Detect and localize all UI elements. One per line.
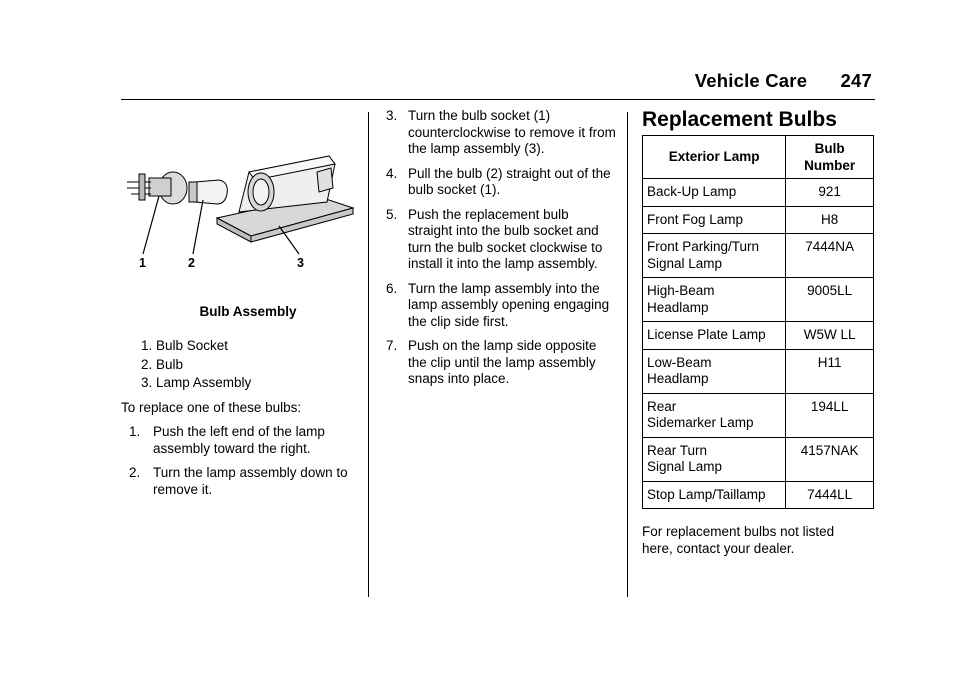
replacement-bulbs-table [642, 135, 874, 509]
lamp-assembly-drawing [217, 156, 353, 242]
step-number: 2. [129, 465, 141, 480]
callout-1: 1 [139, 256, 146, 270]
step-text: Pull the bulb (2) straight out of the bulb socket (1). [408, 165, 611, 197]
column-header-bulb [786, 136, 874, 179]
step-item [386, 207, 616, 273]
lamp-name-line-1: Low-Beam [647, 354, 712, 370]
dealer-note [642, 524, 878, 557]
lamp-cell [643, 437, 786, 481]
lamp-cell [643, 349, 786, 393]
column-1 [121, 108, 353, 498]
step-number: 7. [386, 338, 398, 353]
lamp-name-line-1: Back-Up Lamp [647, 184, 737, 199]
dealer-note-line-1: For replacement bulbs not listed [642, 524, 835, 539]
column-3 [642, 108, 878, 557]
bulb-number-cell: W5W LL [786, 322, 874, 350]
dealer-note-line-2: here, contact your dealer. [642, 540, 795, 556]
lamp-name-line-2: Signal Lamp [647, 459, 723, 474]
step-text: Turn the lamp assembly down to remove it. [153, 465, 348, 497]
lamp-name-line-1: Rear Turn [647, 442, 708, 458]
section-name: Vehicle Care [694, 70, 808, 91]
steps-list-part-2 [386, 108, 616, 388]
column-header-bulb-line-1: Bulb [814, 141, 845, 156]
step-item [386, 338, 616, 388]
steps-list-part-1 [121, 424, 353, 498]
callout-2: 2 [188, 256, 195, 270]
step-text: Push the left end of the lamp assembly toward the right. [153, 424, 325, 456]
bulb-number-cell: 7444NA [786, 234, 874, 278]
lamp-name-line-1: Stop Lamp/Taillamp [647, 486, 766, 502]
column-2 [386, 108, 616, 388]
step-number: 1. [129, 424, 141, 439]
bulb-number-cell: 194LL [786, 393, 874, 437]
lamp-cell [643, 393, 786, 437]
step-item [386, 281, 616, 331]
step-item [386, 166, 616, 199]
lamp-cell [643, 322, 786, 350]
step-number: 4. [386, 165, 398, 181]
lamp-name-line-1: Front Parking/Turn [647, 239, 760, 254]
lamp-name-line-2: Sidemarker Lamp [647, 415, 754, 430]
lamp-cell [643, 206, 786, 234]
step-number: 5. [386, 206, 398, 222]
bulb-socket-drawing [127, 172, 187, 204]
lamp-cell [643, 481, 786, 509]
table-row [643, 179, 874, 207]
bulb-number-cell: H11 [786, 349, 874, 393]
table-row [643, 481, 874, 509]
column-divider-left [368, 112, 369, 597]
column-header-bulb-line-2: Number [804, 157, 856, 173]
page-header [695, 70, 872, 92]
table-header-row [643, 136, 874, 179]
legend-item: 2. Bulb [141, 356, 184, 372]
table-row [643, 437, 874, 481]
step-item [121, 424, 353, 457]
bulb-number-cell: 4157NAK [786, 437, 874, 481]
table-row [643, 234, 874, 278]
bulb-number-cell: H8 [786, 206, 874, 234]
table-row [643, 322, 874, 350]
lamp-name-line-2: Headlamp [647, 299, 709, 315]
bulb-number-cell: 921 [786, 179, 874, 207]
lamp-cell [643, 278, 786, 322]
legend-item: 3. Lamp Assembly [141, 375, 252, 390]
section-title: Replacement Bulbs [642, 108, 837, 131]
column-divider-right [627, 112, 628, 597]
step-text: Push on the lamp side opposite the clip until the lamp assembly snaps into place. [408, 338, 597, 386]
table-row [643, 393, 874, 437]
intro-text: To replace one of these bulbs: [121, 399, 302, 415]
bulb-drawing [189, 180, 227, 204]
lamp-name-line-2: Headlamp [647, 371, 709, 386]
bulb-assembly-illustration [121, 108, 361, 278]
step-text: Turn the bulb socket (1) counterclockwise to remove it from the lamp assembly (3). [408, 108, 616, 156]
bulb-assembly-figure [121, 108, 353, 298]
lamp-name-line-1: High-Beam [647, 283, 715, 298]
column-header-lamp: Exterior Lamp [643, 136, 786, 179]
lamp-name-line-1: Rear [647, 398, 677, 414]
step-item [121, 465, 353, 498]
table-row [643, 278, 874, 322]
step-text: Turn the lamp assembly into the lamp assembly opening engaging the clip side first. [408, 280, 610, 329]
bulb-number-cell: 7444LL [786, 481, 874, 509]
lamp-name-line-1: Front Fog Lamp [647, 211, 744, 227]
table-row [643, 206, 874, 234]
lamp-cell [643, 234, 786, 278]
lamp-cell [643, 179, 786, 207]
page-number: 247 [840, 70, 872, 91]
legend-item: 1. Bulb Socket [141, 338, 229, 353]
header-rule [121, 99, 875, 100]
step-number: 3. [386, 108, 398, 123]
table-row [643, 349, 874, 393]
step-item [386, 108, 616, 158]
lamp-name-line-1: License Plate Lamp [647, 327, 766, 342]
figure-legend [121, 338, 353, 392]
figure-caption: Bulb Assembly [199, 304, 297, 319]
step-number: 6. [386, 280, 398, 296]
step-text: Push the replacement bulb straight into the bulb socket and turn the bulb socket clockwise to install it into the lamp assembly. [408, 206, 603, 271]
callout-3: 3 [297, 256, 304, 270]
bulb-number-cell: 9005LL [786, 278, 874, 322]
lamp-name-line-2: Signal Lamp [647, 255, 723, 271]
